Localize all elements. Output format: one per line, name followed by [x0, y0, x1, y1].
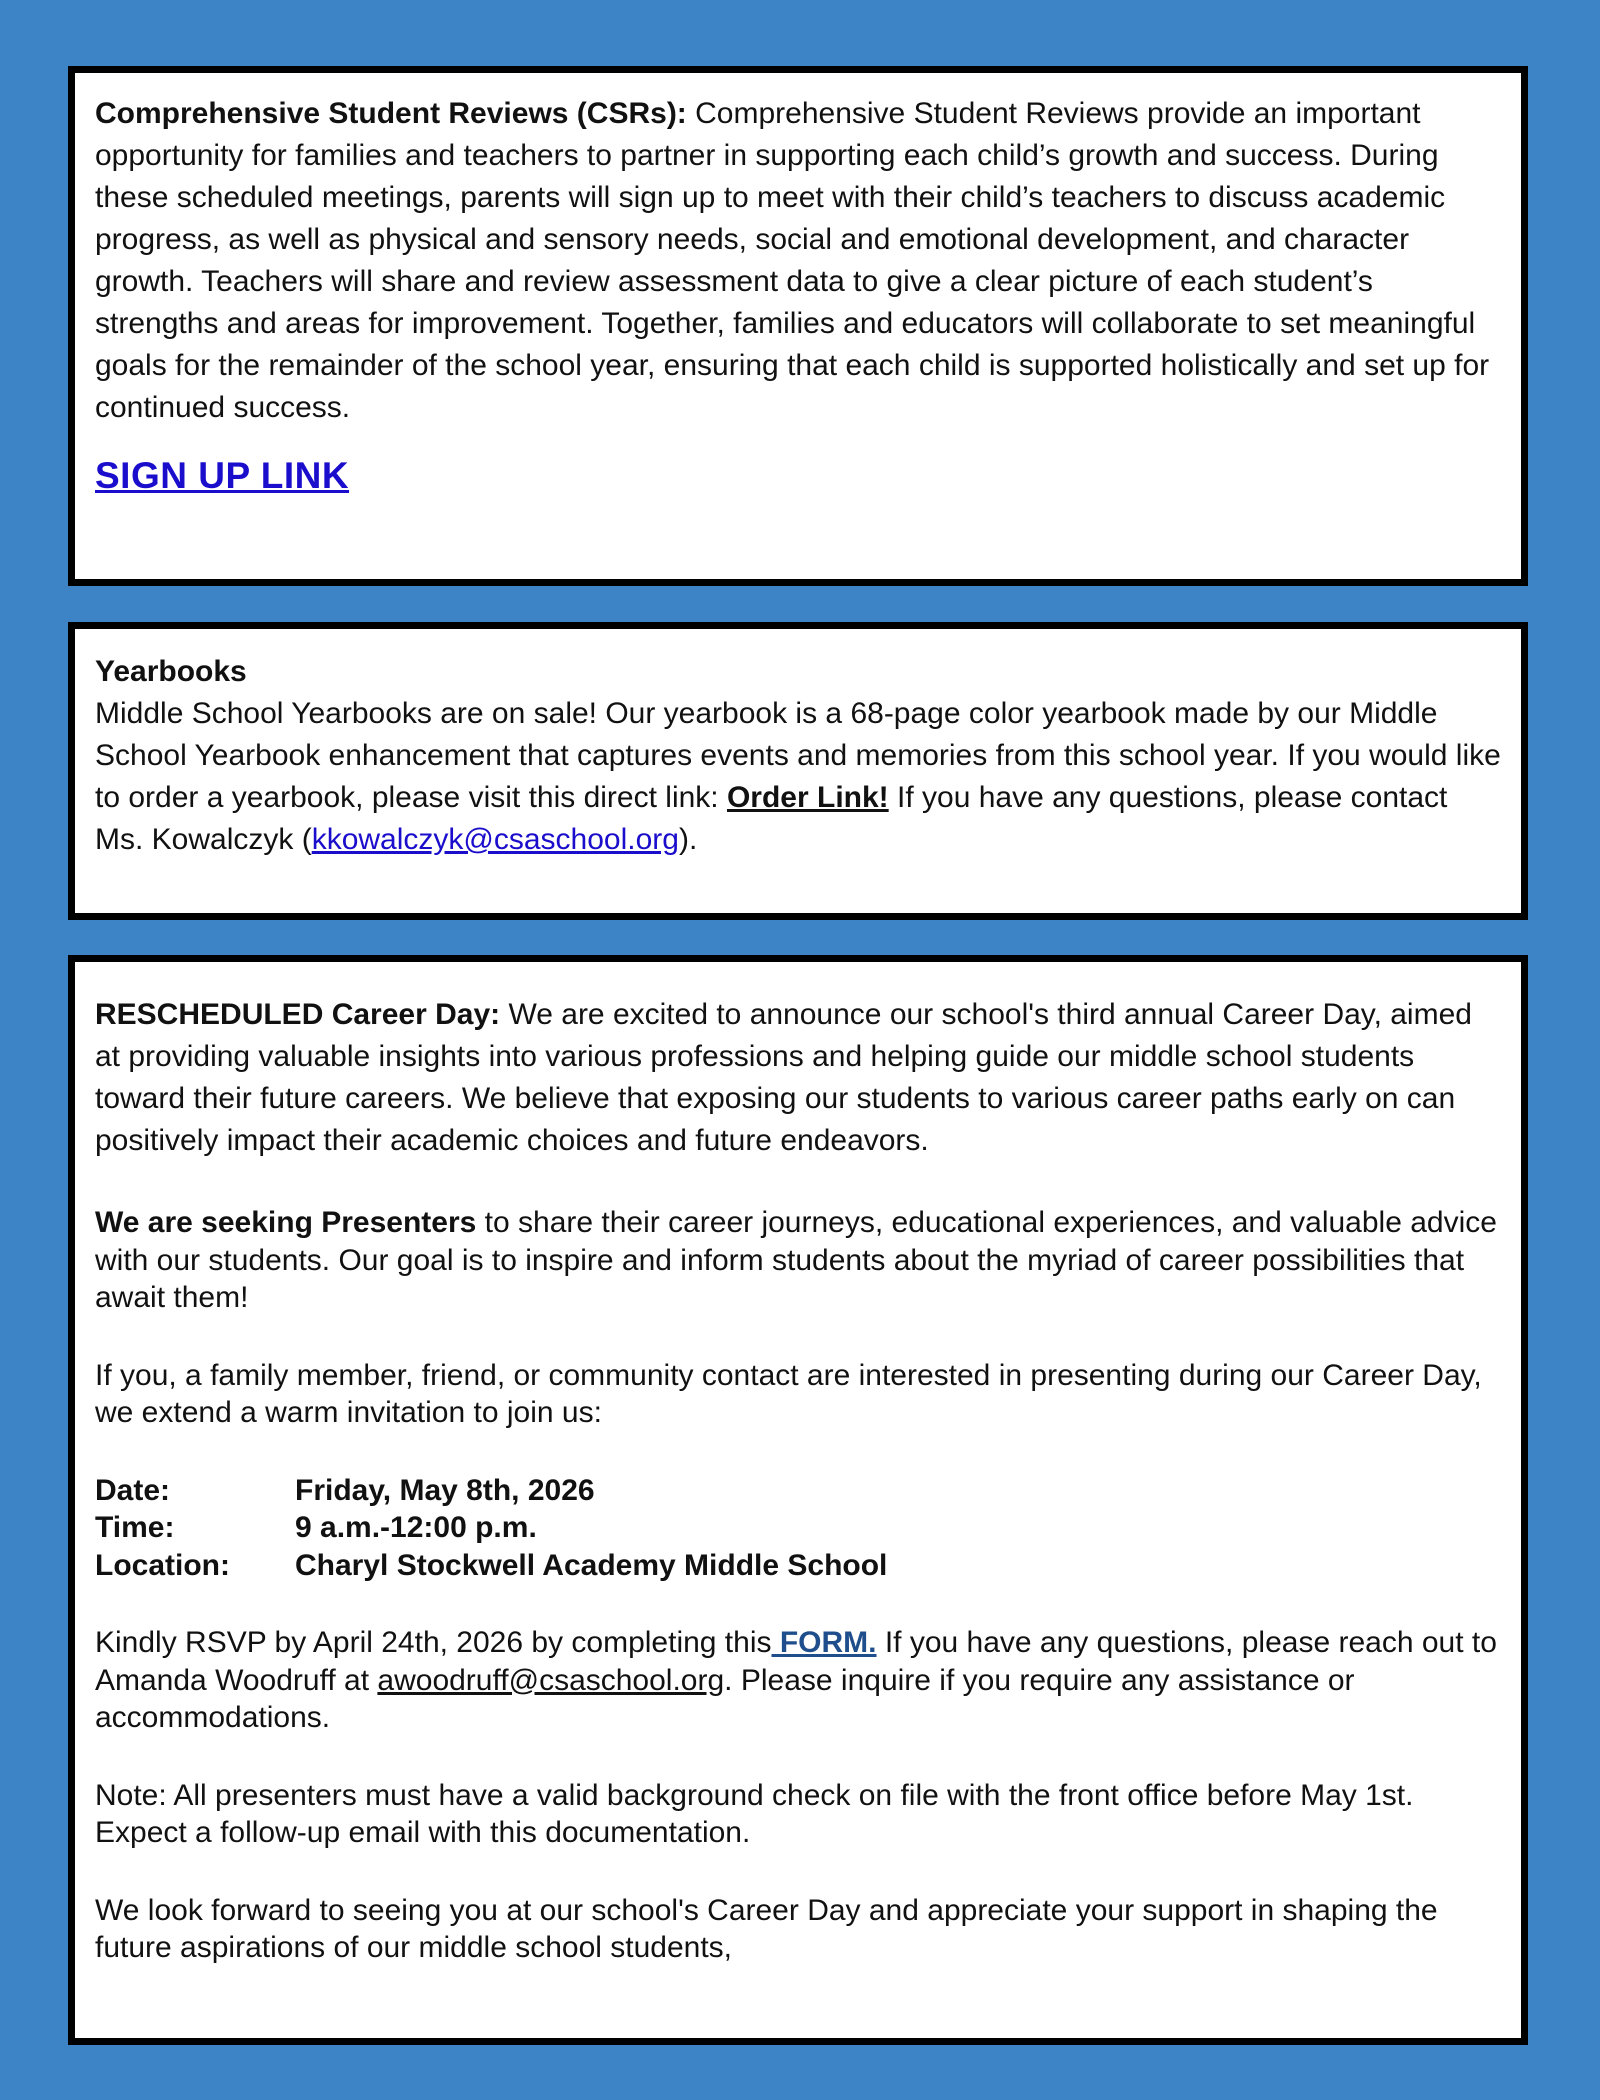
rsvp-form-link[interactable]: FORM. [771, 1626, 877, 1659]
career-day-panel [68, 955, 1528, 2045]
order-link[interactable]: Order Link! [726, 781, 889, 814]
spacer [95, 1737, 1501, 1777]
yearbooks-body-1: Middle School Yearbooks are on sale! Our yearbook is a 68-page color yearbook made by our Middle School Yearbook enhancement that captures events and memories from this school year. If you would like to order a yearbook, please visit this direct link: [95, 697, 1501, 814]
career-day-invite: If you, a family member, friend, or community contact are interested in presenting during our Career Day, we extend a warm invitation to join us: [95, 1358, 1482, 1429]
csr-paragraph [95, 93, 1501, 429]
yearbooks-heading: Yearbooks [95, 655, 247, 688]
closing-paragraph: We look forward to seeing you at our school's Career Day and appreciate your support in shaping the future aspirations of our middle school students, [95, 1893, 1438, 1964]
spacer [95, 1317, 1501, 1357]
csr-heading: Comprehensive Student Reviews (CSRs): [95, 97, 687, 130]
career-day-seeking [95, 1204, 1501, 1317]
event-location-value: Charyl Stockwell Academy Middle School [295, 1548, 888, 1582]
event-date-value: Friday, May 8th, 2026 [295, 1473, 595, 1507]
career-day-heading: RESCHEDULED Career Day: [95, 998, 501, 1031]
event-time-value: 9 a.m.-12:00 p.m. [295, 1511, 537, 1544]
event-location-label: Location: [95, 1548, 230, 1582]
spacer [95, 1852, 1501, 1892]
event-location-row [95, 1547, 1501, 1585]
csr-body: Comprehensive Student Reviews provide an important opportunity for families and teachers to partner in supporting each child’s growth and success. During these scheduled meetings, parents will sign up to meet with their child’s teachers to discuss academic progress, as well as physical and sensory needs, social and emotional development, and character growth. Teachers will share and review assessment data to give a clear picture of each student’s strengths and areas for improvement. Together, families and educators will collaborate to set meaningful goals for the remainder of the school year, ensuring that each child is supported holistically and set up for continued success. [95, 97, 1490, 424]
rsvp-text-3: . Please inquire if you require any assistance or accommodations. [95, 1663, 1355, 1734]
spacer [95, 1162, 1501, 1204]
kowalczyk-email-link[interactable]: kkowalczyk@csaschool.org [311, 823, 679, 856]
yearbooks-paragraph [95, 693, 1501, 861]
event-date-label: Date: [95, 1473, 171, 1507]
woodruff-email-link[interactable]: awoodruff@csaschool.org [377, 1663, 725, 1697]
presenter-note: Note: All presenters must have a valid background check on file with the front office before May 1st. Expect a follow-up email with this documentation. [95, 1778, 1414, 1849]
seeking-presenters-bold: We are seeking Presenters [95, 1206, 477, 1239]
rsvp-text-1: Kindly RSVP by April 24th, 2026 by completing this [95, 1626, 772, 1659]
csr-panel [68, 66, 1528, 586]
rsvp-text-2: If you have any questions, please reach out to Amanda Woodruff at [95, 1626, 1497, 1697]
yearbooks-body-3: ). [678, 823, 698, 856]
event-time-label: Time: [95, 1511, 175, 1544]
yearbooks-body-2: If you have any questions, please contact Ms. Kowalczyk ( [95, 781, 1448, 856]
spacer [95, 1432, 1501, 1472]
event-details [95, 1472, 1501, 1585]
rsvp-paragraph [95, 1624, 1501, 1737]
event-date-row [95, 1472, 1501, 1510]
spacer [95, 1584, 1501, 1624]
event-time-row [95, 1509, 1501, 1547]
yearbooks-panel [68, 622, 1528, 920]
career-day-intro [95, 994, 1501, 1162]
sign-up-link[interactable]: SIGN UP LINK [95, 455, 350, 496]
career-day-intro-text: We are excited to announce our school's third annual Career Day, aimed at providing valuable insights into various professions and helping guide our middle school students toward their future careers. We believe that exposing our students to various career paths early on can positively impact their academic choices and future endeavors. [95, 998, 1472, 1157]
seeking-presenters-text: to share their career journeys, educational experiences, and valuable advice with our students. Our goal is to inspire and inform students about the myriad of career possibilities that await them! [95, 1206, 1497, 1314]
